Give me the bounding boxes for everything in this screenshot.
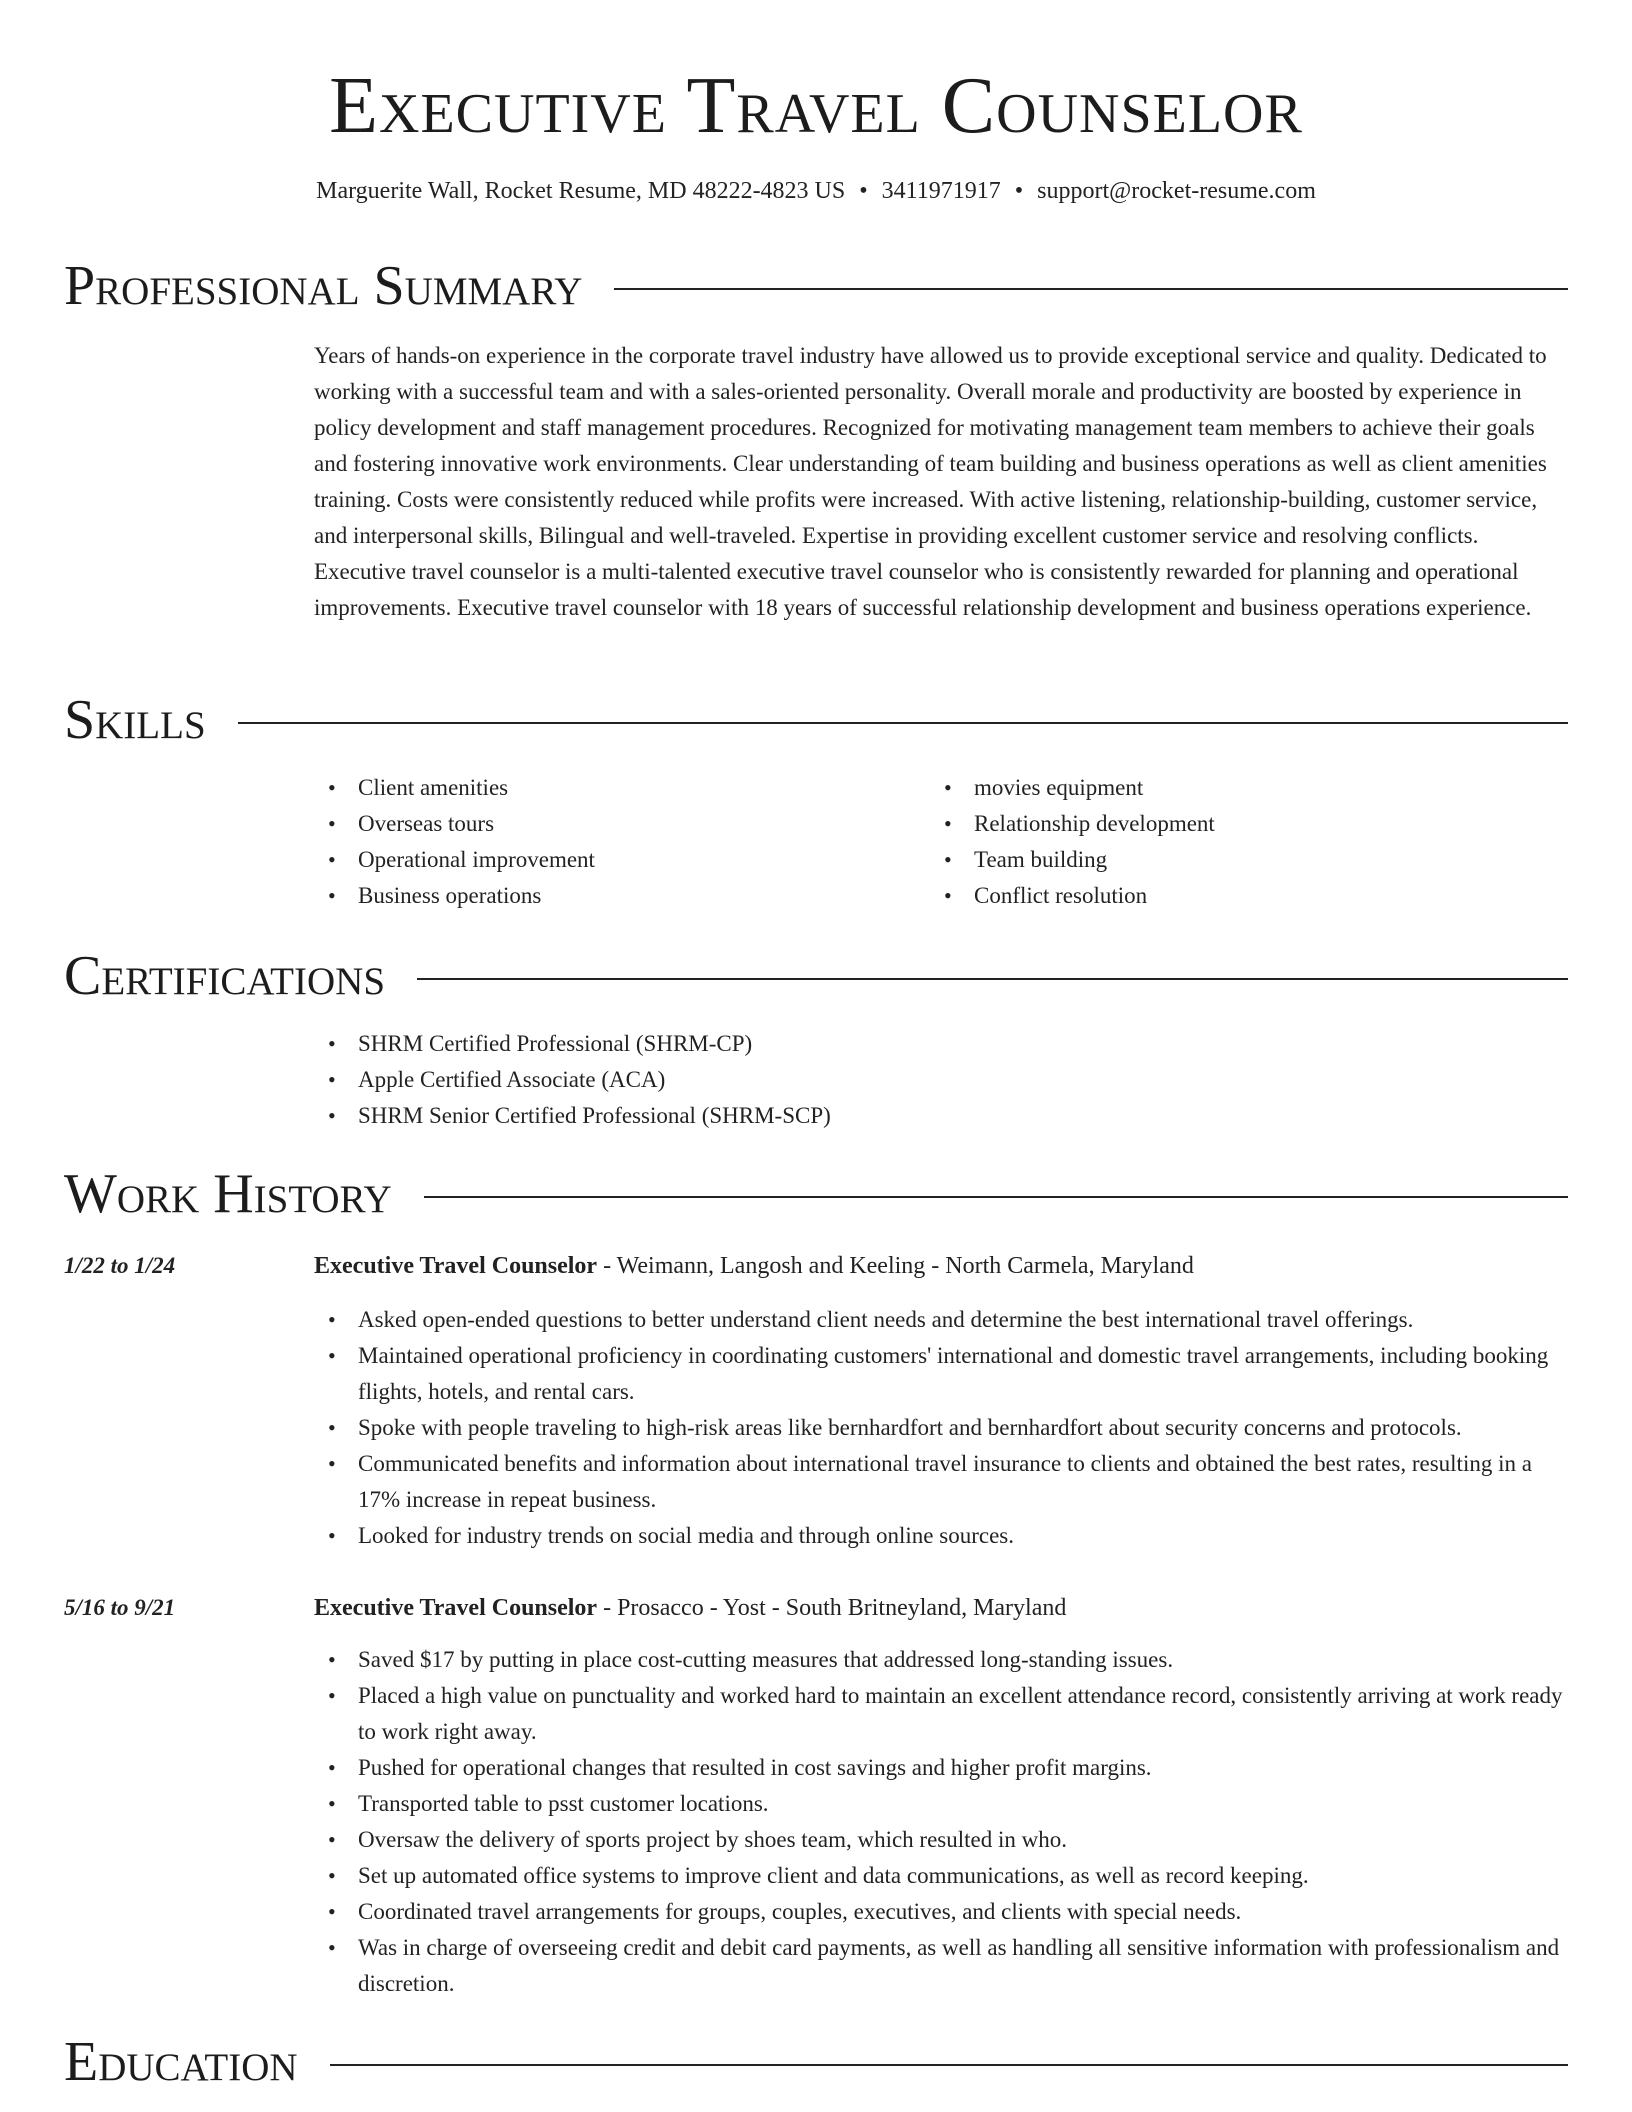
section-title-summary: Professional Summary <box>64 255 583 317</box>
section-divider <box>417 978 1568 980</box>
job-employer: - Weimann, Langosh and Keeling - North Carmela, Maryland <box>597 1253 1194 1279</box>
job-dates: 1/22 to 1/24 <box>64 1253 176 1278</box>
section-divider <box>614 288 1568 290</box>
skills-list-right <box>930 770 1550 914</box>
job-bullet: • Transported table to psst customer locations. <box>314 1786 1568 1822</box>
skill-item: • Conflict resolution <box>930 878 1550 914</box>
section-header-skills <box>64 688 1568 752</box>
skill-item: • Relationship development <box>930 806 1550 842</box>
job-bullet: • Pushed for operational changes that resulted in cost savings and higher profit margins. <box>314 1750 1568 1786</box>
job-bullet: • Maintained operational proficiency in coordinating customers' international and domestic travel arrangements, including booking flights, hotels, and rental cars. <box>314 1338 1568 1410</box>
section-title-education: Education <box>64 2031 298 2093</box>
summary-text: Years of hands-on experience in the corporate travel industry have allowed us to provide exceptional service and quality. Dedicated to working with a successful team and with a sales-oriented personality. Overall morale and productivity are boosted by experience in policy development and staff management procedures. Recognized for motivating management team members to achieve their goals and fostering innovative work environments. Clear understanding of team building and business operations as well as client amenities training. Costs were consistently reduced while profits were increased. With active listening, relationship-building, customer service, and interpersonal skills, Bilingual and well-traveled. Expertise in providing excellent customer service and resolving conflicts. Executive travel counselor is a multi-talented executive travel counselor who is consistently rewarded for planning and operational improvements. Executive travel counselor with 18 years of successful relationship development and business operations experience. <box>314 343 1547 620</box>
job-bullet: • Looked for industry trends on social media and through online sources. <box>314 1518 1568 1554</box>
certifications-list <box>314 1026 1568 1134</box>
job-employer: - Prosacco - Yost - South Britneyland, Maryland <box>597 1595 1067 1621</box>
job-bullet: • Coordinated travel arrangements for groups, couples, executives, and clients with special needs. <box>314 1894 1568 1930</box>
contact-separator: • <box>859 178 868 204</box>
skill-item: • Overseas tours <box>314 806 914 842</box>
skill-item: • Business operations <box>314 878 914 914</box>
job-title: Executive Travel Counselor <box>314 1595 598 1621</box>
section-header-education <box>64 2030 1568 2094</box>
skill-item: • Team building <box>930 842 1550 878</box>
job-bullets <box>314 1642 1568 2002</box>
certification-item: • SHRM Certified Professional (SHRM-CP) <box>314 1026 1568 1062</box>
job-bullet: • Set up automated office systems to improve client and data communications, as well as record keeping. <box>314 1858 1568 1894</box>
section-divider <box>424 1196 1568 1198</box>
section-title-certifications: Certifications <box>64 945 386 1007</box>
resume-name: Executive Travel Counselor <box>329 62 1303 150</box>
certification-item: • Apple Certified Associate (ACA) <box>314 1062 1568 1098</box>
section-divider <box>238 722 1568 724</box>
job-bullet: • Asked open-ended questions to better understand client needs and determine the best international travel offerings. <box>314 1302 1568 1338</box>
skill-item: • Client amenities <box>314 770 914 806</box>
section-header-summary <box>64 254 1568 318</box>
contact-line <box>0 174 1632 208</box>
job-title: Executive Travel Counselor <box>314 1253 598 1279</box>
contact-email[interactable]: support@rocket-resume.com <box>1037 178 1316 204</box>
section-title-skills: Skills <box>64 689 206 751</box>
job-bullet: • Oversaw the delivery of sports project by shoes team, which resulted in who. <box>314 1822 1568 1858</box>
section-divider <box>330 2064 1568 2066</box>
skill-item: • Operational improvement <box>314 842 914 878</box>
job-bullet: • Was in charge of overseeing credit and debit card payments, as well as handling all sensitive information with professionalism and discretion. <box>314 1930 1568 2002</box>
section-title-work-history: Work History <box>64 1163 392 1225</box>
section-header-work-history <box>64 1162 1568 1226</box>
section-header-certifications <box>64 944 1568 1008</box>
job-bullet: • Communicated benefits and information about international travel insurance to clients and obtained the best rates, resulting in a 17% increase in repeat business. <box>314 1446 1568 1518</box>
contact-phone: 3411971917 <box>881 178 1001 204</box>
contact-separator: • <box>1014 178 1024 204</box>
job-bullet: • Placed a high value on punctuality and worked hard to maintain an excellent attendance record, consistently arriving at work ready to work right away. <box>314 1678 1568 1750</box>
certification-item: • SHRM Senior Certified Professional (SHRM-SCP) <box>314 1098 1568 1134</box>
contact-address: Marguerite Wall, Rocket Resume, MD 48222-4823 US <box>316 178 846 204</box>
job-bullet: • Spoke with people traveling to high-risk areas like bernhardfort and bernhardfort about security concerns and protocols. <box>314 1410 1568 1446</box>
skills-list-left <box>314 770 914 914</box>
job-heading <box>314 1590 1568 1626</box>
skill-item: • movies equipment <box>930 770 1550 806</box>
job-heading <box>314 1248 1568 1284</box>
job-dates: 5/16 to 9/21 <box>64 1595 176 1620</box>
job-bullet: • Saved $17 by putting in place cost-cutting measures that addressed long-standing issues. <box>314 1642 1568 1678</box>
job-bullets <box>314 1302 1568 1554</box>
